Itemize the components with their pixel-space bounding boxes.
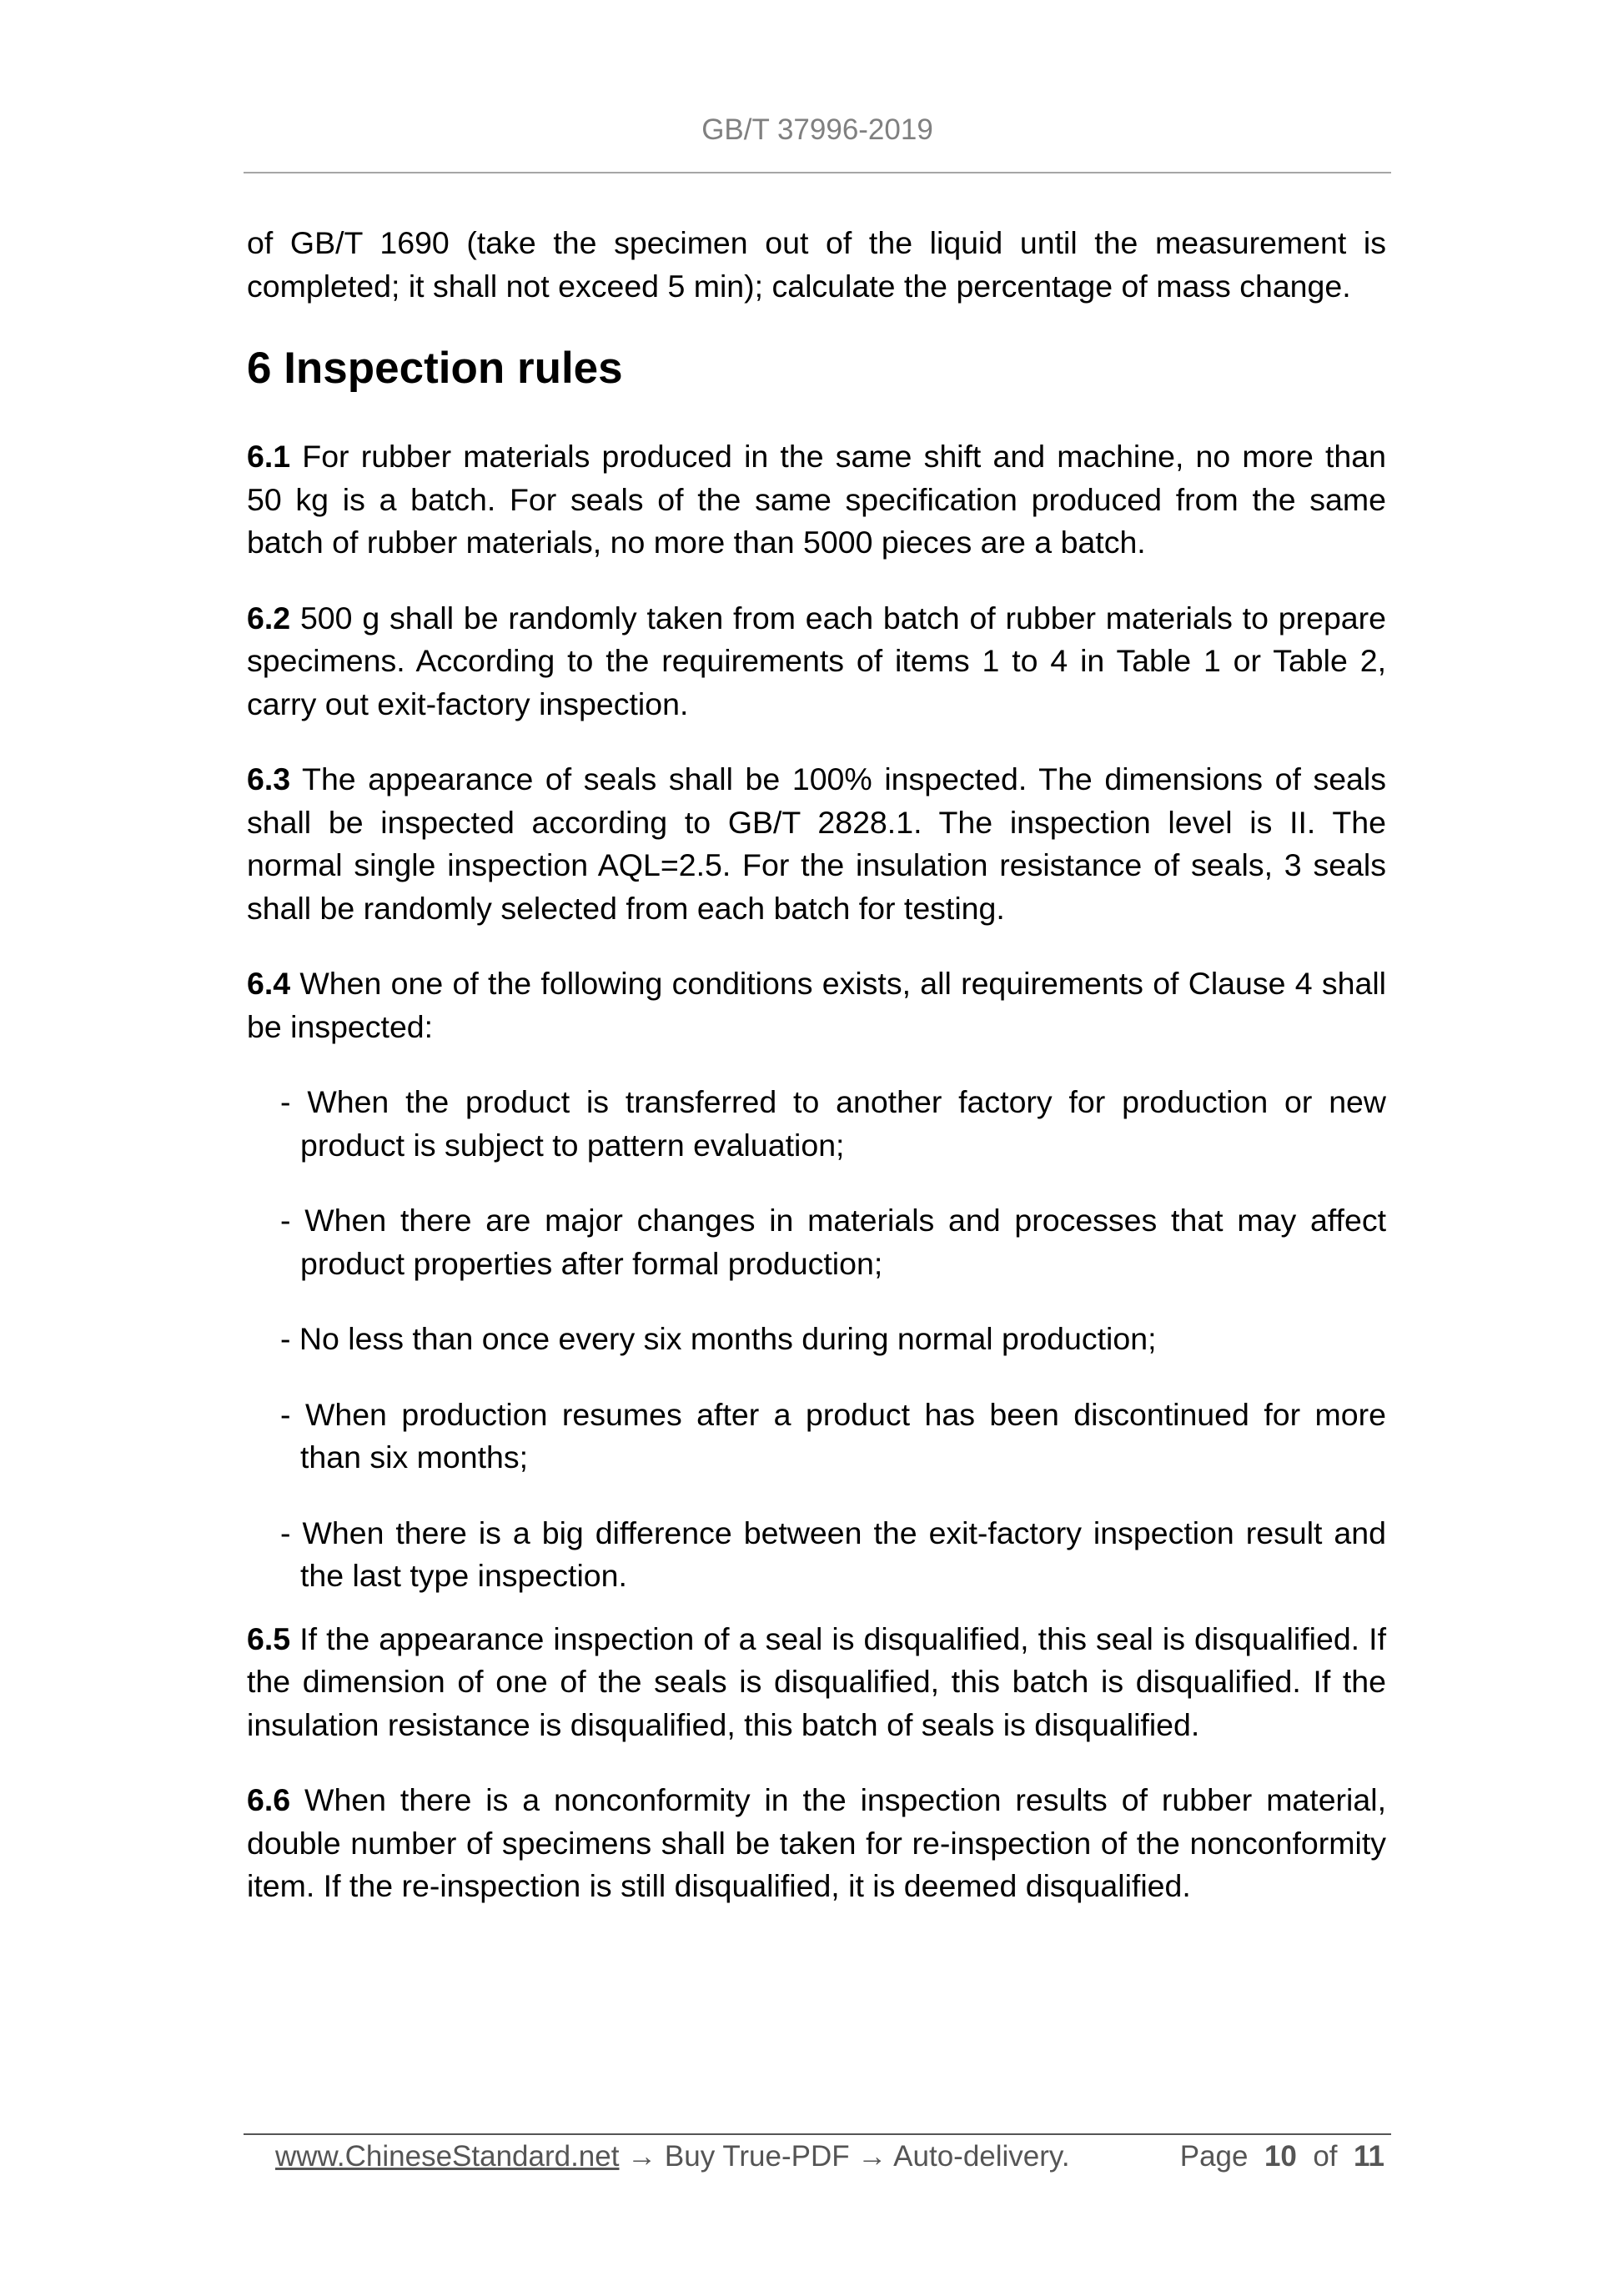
page-header: GB/T 37996-2019 [701,113,933,146]
list-item: - No less than once every six months during normal production; [280,1321,1157,1356]
footer-divider [244,2133,1391,2135]
clause-text: When one of the following conditions exists, all requirements of Clause 4 shall be inspected: [247,966,1386,1044]
clause-text: The appearance of seals shall be 100% inspected. The dimensions of seals shall be inspected according to GB/T 2828.1. The inspection level is II. The normal single inspection AQL=2.5. For the insulation resistance of seals, 3 seals shall be randomly selected from each batch for testing. [247,761,1386,926]
list-item: - When there are major changes in materials and processes that may affect product properties after formal production; [280,1203,1386,1281]
clause-6-6 [247,1779,1386,1908]
clause-6-4 [247,962,1386,1048]
section-title: 6 Inspection rules [247,344,623,393]
header-divider [244,172,1391,173]
footer-promo-text: → Buy True-PDF → Auto-delivery. [619,2140,1070,2173]
clause-text: If the appearance inspection of a seal is disqualified, this seal is disqualified. If the dimension of one of the seals is disqualified, this batch is disqualified. If the insulation resistance is disqualified, this batch of seals is disqualified. [247,1620,1386,1742]
clause-6-1 [247,435,1386,565]
clause-text: When there is a nonconformity in the inspection results of rubber material, double number of specimens shall be taken for re-inspection of the nonconformity item. If the re-inspection is still disqualified, it is deemed disqualified. [247,1782,1386,1903]
clause-number: 6.4 [247,966,291,1001]
clause-6-5 [247,1618,1386,1747]
clause-text: 500 g shall be randomly taken from each batch of rubber materials to prepare specimens. According to the requirements of items 1 to 4 in Table 1 or Table 2, carry out exit-factory inspection. [247,600,1386,721]
clause-6-3 [247,758,1386,930]
list-item: - When the product is transferred to another factory for production or new product is subject to pattern evaluation; [280,1084,1386,1163]
list-item: - When production resumes after a product has been discontinued for more than six months; [280,1396,1386,1475]
page-total: 11 [1354,2140,1384,2173]
clause-number: 6.2 [247,600,291,636]
clause-6-2 [247,597,1386,726]
page-current: 10 [1264,2140,1297,2173]
clause-number: 6.6 [247,1782,291,1817]
of-label: of [1313,2140,1338,2173]
intro-paragraph: of GB/T 1690 (take the specimen out of the liquid until the measurement is completed; it shall not exceed 5 min); calculate the percentage of mass change. [247,225,1386,304]
clause-text: For rubber materials produced in the same shift and machine, no more than 50 kg is a batch. For seals of the same specification produced from the same batch of rubber materials, no more than 5000 pieces are a batch. [247,439,1386,560]
clause-number: 6.1 [247,439,291,474]
website-link[interactable]: www.ChineseStandard.net [275,2140,620,2173]
footer-promo [275,2138,1070,2176]
clause-number: 6.3 [247,761,291,796]
list-item: - When there is a big difference between the exit-factory inspection result and the last type inspection. [280,1515,1386,1593]
clause-number: 6.5 [247,1620,291,1656]
page-number [1180,2138,1384,2176]
page-label: Page [1179,2140,1249,2173]
page-content [247,222,1386,1941]
